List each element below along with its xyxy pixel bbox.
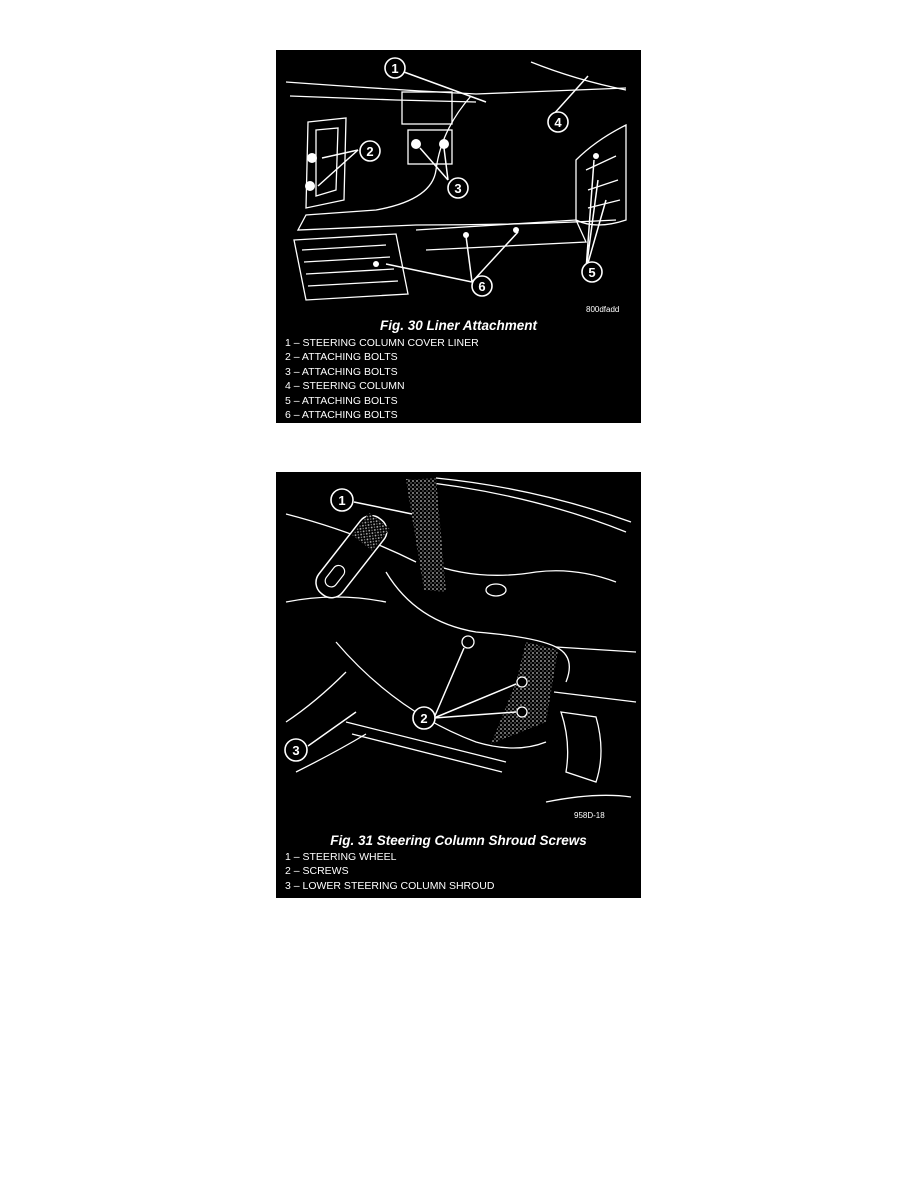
callout-1-label: 1 <box>338 493 346 508</box>
legend-item: 3 – ATTACHING BOLTS <box>285 365 398 378</box>
callout-1-label: 1 <box>391 61 399 76</box>
callout-3 <box>448 178 468 198</box>
figure-title: Fig. 31 Steering Column Shroud Screws <box>330 833 587 848</box>
legend-item: 6 – ATTACHING BOLTS <box>285 409 398 422</box>
callout-2 <box>413 707 435 729</box>
legend-item: 5 – ATTACHING BOLTS <box>285 394 398 407</box>
callout-6 <box>472 276 492 296</box>
image-code: 800dfadd <box>586 305 620 314</box>
callout-3-label: 3 <box>292 743 300 758</box>
figure-legend <box>285 850 494 893</box>
image-code: 958D-18 <box>574 811 605 820</box>
callout-1 <box>331 489 353 511</box>
legend-item: 1 – STEERING WHEEL <box>285 851 397 863</box>
liner-attachment-illustration <box>276 50 641 315</box>
callout-5-label: 5 <box>588 265 596 280</box>
figure-legend <box>285 336 479 422</box>
figure-shroud-screws <box>276 472 641 898</box>
legend-item: 3 – LOWER STEERING COLUMN SHROUD <box>285 879 495 892</box>
callout-4 <box>548 112 568 132</box>
callout-3-label: 3 <box>454 181 462 196</box>
figure-liner-attachment <box>276 50 641 423</box>
callout-1 <box>385 58 405 78</box>
legend-item: 1 – STEERING COLUMN COVER LINER <box>285 337 479 349</box>
callout-5 <box>582 262 602 282</box>
legend-item: 2 – SCREWS <box>285 865 349 878</box>
callout-2-label: 2 <box>366 144 374 159</box>
callout-4-label: 4 <box>554 115 562 130</box>
callout-6-label: 6 <box>478 279 486 294</box>
legend-item: 4 – STEERING COLUMN <box>285 380 405 393</box>
callout-3 <box>285 739 307 761</box>
legend-item: 2 – ATTACHING BOLTS <box>285 351 398 364</box>
callout-2-label: 2 <box>420 711 428 726</box>
figure-title: Fig. 30 Liner Attachment <box>379 318 538 333</box>
callout-2 <box>360 141 380 161</box>
shroud-screws-illustration <box>276 472 641 827</box>
